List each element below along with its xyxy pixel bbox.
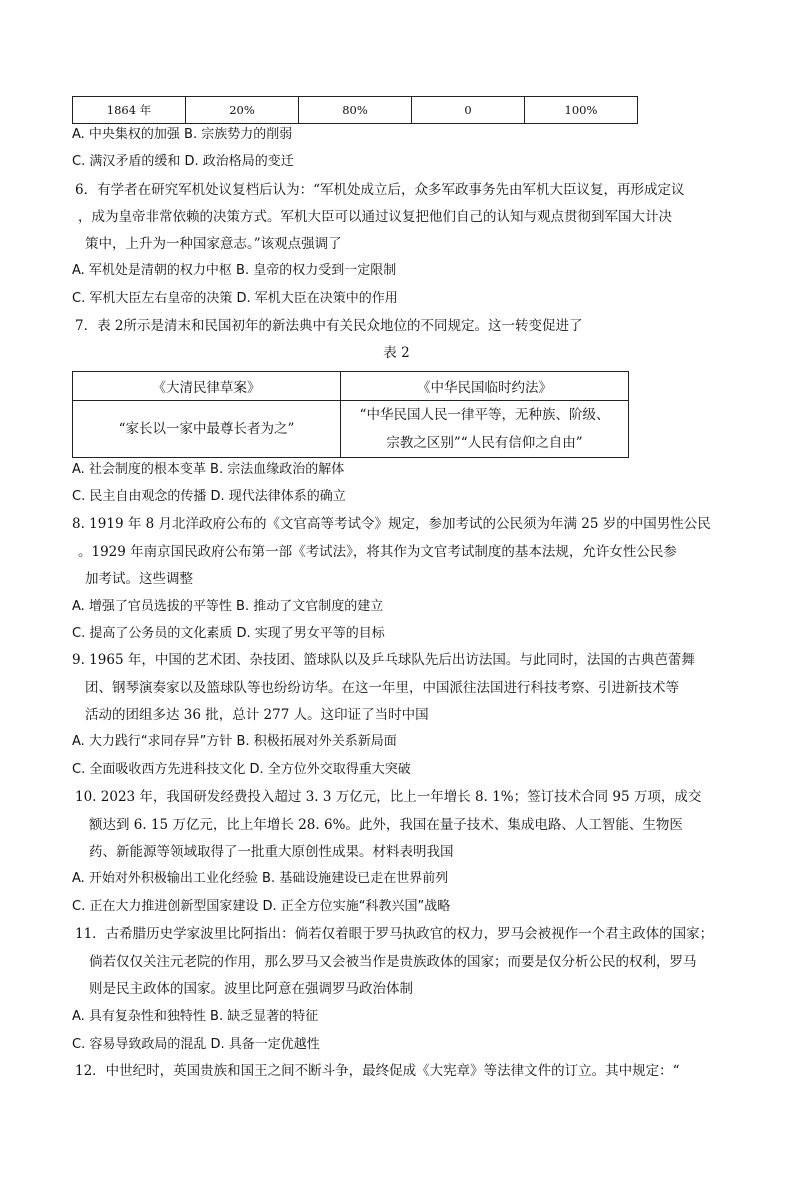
q6-line-2: ，成为皇帝非常依赖的决策方式。军机大臣可以通过议复把他们自己的认知与观点贯彻到军国大计决 <box>78 209 672 225</box>
q10-line-3: 药、新能源等领域取得了一批重大原创性成果。材料表明我国 <box>89 844 454 860</box>
q10-line-1: 10. 2023 年，我国研发经费投入超过 3. 3 万亿元，比上一年增长 8. 1%；签订技术合同 95 万项，成交 <box>75 789 702 805</box>
q9-line-2: 团、钢琴演奏家以及篮球队等也纷纷访华。在这一年里，中国派往法国进行科技考察、引进新技术等 <box>85 680 679 696</box>
q6-line-1: 6．有学者在研究军机处议复档后认为：“军机处成立后，众多军政事务先由军机大臣议复，再形成定议 <box>75 182 685 198</box>
q9-options-cd: C. 全面吸收西方先进科技文化 D. 全方位外交取得重大突破 <box>72 762 411 777</box>
q8-options-cd: C. 提高了公务员的文化素质 D. 实现了男女平等的目标 <box>72 626 385 641</box>
q12-line-1: 12．中世纪时，英国贵族和国王之间不断斗争，最终促成《大宪章》等法律文件的订立。其中规定：“ <box>75 1063 680 1079</box>
q7-line-1: 7．表 2所示是清末和民国初年的新法典中有关民众地位的不同规定。这一转变促进了 <box>75 318 583 334</box>
table-cell: 1864 年 <box>73 97 186 124</box>
table-2 <box>72 371 629 458</box>
q11-options-cd: C. 容易导致政局的混乱 D. 具备一定优越性 <box>72 1037 320 1052</box>
q7-options-cd: C. 民主自由观念的传播 D. 现代法律体系的确立 <box>72 489 346 504</box>
q6-line-3: 策中，上升为一种国家意志。”该观点强调了 <box>85 236 342 252</box>
q9-line-3: 活动的团组多达 36 批，总计 277 人。这印证了当时中国 <box>85 707 429 723</box>
q6-options-cd: C. 军机大臣左右皇帝的决策 D. 军机大臣在决策中的作用 <box>72 291 398 306</box>
q8-options-ab: A. 增强了官员选拔的平等性 B. 推动了文官制度的建立 <box>72 599 384 614</box>
table-cell <box>341 401 629 458</box>
q11-line-1: 11．古希腊历史学家波里比阿指出：倘若仅着眼于罗马执政官的权力，罗马会被视作一个君主政体的国家； <box>75 926 714 942</box>
table-row <box>73 97 638 124</box>
table-cell: 100% <box>525 97 638 124</box>
q6-options-ab: A. 军机处是清朝的权力中枢 B. 皇帝的权力受到一定限制 <box>72 263 397 278</box>
table-cell-line: 宗教之区别”“人民有信仰之自由” <box>386 435 583 451</box>
table-header: 《中华民国临时约法》 <box>341 372 629 401</box>
table-cell: 0 <box>412 97 525 124</box>
table-2-caption: 表 2 <box>383 345 410 361</box>
table-1864-row <box>72 96 638 124</box>
table-header-row <box>73 372 629 401</box>
table-row <box>73 401 629 458</box>
table-cell: 80% <box>299 97 412 124</box>
q11-options-ab: A. 具有复杂性和独特性 B. 缺乏显著的特征 <box>72 1009 319 1024</box>
q11-line-3: 则是民主政体的国家。波里比阿意在强调罗马政治体制 <box>89 981 413 997</box>
table-cell: 20% <box>186 97 299 124</box>
table-cell: “家长以一家中最尊长者为之” <box>73 401 341 458</box>
q10-line-2: 额达到 6. 15 万亿元，比上年增长 28. 6%。此外，我国在量子技术、集成电路、人工智能、生物医 <box>89 817 683 833</box>
q8-line-2: 。1929 年南京国民政府公布第一部《考试法》，将其作为文官考试制度的基本法规，允许女性公民参 <box>78 544 677 560</box>
table-header: 《大清民律草案》 <box>73 372 341 401</box>
q10-options-cd: C. 正在大力推进创新型国家建设 D. 正全方位实施“科教兴国”战略 <box>72 899 451 914</box>
q9-line-1: 9. 1965 年，中国的艺术团、杂技团、篮球队以及乒乓球队先后出访法国。与此同时，法国的古典芭蕾舞 <box>72 652 695 668</box>
q5-options-ab: A. 中央集权的加强 B. 宗族势力的削弱 <box>72 127 293 142</box>
q8-line-3: 加考试。这些调整 <box>85 571 193 587</box>
table-cell-line: “中华民国人民一律平等，无种族、阶级、 <box>359 407 610 423</box>
q5-options-cd: C. 满汉矛盾的缓和 D. 政治格局的变迁 <box>72 154 294 169</box>
q9-options-ab: A. 大力践行“求同存异”方针 B. 积极拓展对外关系新局面 <box>72 734 397 749</box>
q7-options-ab: A. 社会制度的根本变革 B. 宗法血缘政治的解体 <box>72 462 345 477</box>
q10-options-ab: A. 开始对外积极输出工业化经验 B. 基础设施建设已走在世界前列 <box>72 871 449 886</box>
q8-line-1: 8. 1919 年 8 月北洋政府公布的《文官高等考试令》规定，参加考试的公民须为年满 25 岁的中国男性公民 <box>72 516 711 532</box>
q11-line-2: 倘若仅仅关注元老院的作用，那么罗马又会被当作是贵族政体的国家；而要是仅分析公民的权利，罗马 <box>89 954 697 970</box>
